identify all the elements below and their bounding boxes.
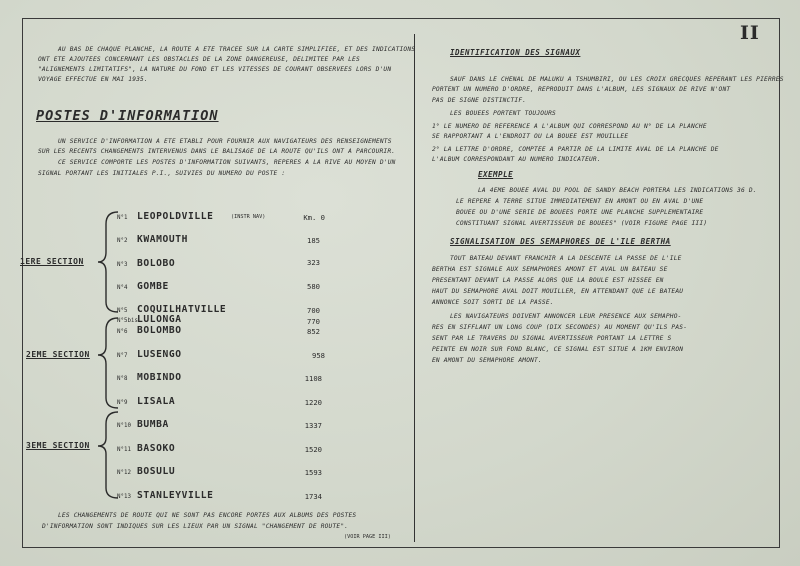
station-name: GOMBE: [137, 281, 169, 292]
semaphore-line: RES EN SIFFLANT UN LONG COUP (DIX SECONDES) AU MOMENT QU'ILS PAS-: [432, 324, 688, 331]
station-km: 1220: [304, 398, 322, 407]
station-number: N°13: [117, 494, 131, 500]
ident-line: 2° LA LETTRE D'ORDRE, COMPTEE A PARTIR DE LA LIMITE AVAL DE LA PLANCHE DE: [432, 146, 719, 153]
semaphore-line: LES NAVIGATEURS DOIVENT ANNONCER LEUR PRESENCE AUX SEMAPHO-: [450, 313, 682, 320]
station-name: LULONGA: [137, 314, 182, 325]
footer-line: LES CHANGEMENTS DE ROUTE QUI NE SONT PAS ENCORE PORTES AUX ALBUMS DES POSTES: [58, 512, 357, 519]
station-km: 1108: [304, 374, 322, 383]
info-paragraph-line: SIGNAL PORTANT LES INITIALES P.I., SUIVIES DU NUMERO DU POSTE :: [38, 170, 286, 177]
ident-line: PORTENT UN NUMERO D'ORDRE, REPRODUIT DANS L'ALBUM, LES SIGNAUX DE RIVE N'ONT: [432, 86, 731, 93]
section-label: 2EME SECTION: [26, 350, 90, 359]
station-km: 323: [307, 258, 320, 267]
station-name: LUSENGO: [137, 349, 182, 360]
station-km: 1520: [304, 445, 322, 454]
section-label: 3EME SECTION: [26, 441, 90, 450]
station-number: N°4: [117, 285, 128, 291]
station-name: BOLOBO: [137, 258, 176, 269]
station-km: Km. 0: [303, 213, 325, 222]
intro-line: AU BAS DE CHAQUE PLANCHE, LA ROUTE A ETE TRACEE SUR LA CARTE SIMPLIFIEE, ET DES INDICATIONS: [58, 46, 416, 53]
semaphore-line: PRESENTANT DEVANT LA PASSE ALORS QUE LA BOULE EST HISSEE EN: [432, 277, 664, 284]
ident-line: SE RAPPORTANT A L'ENDROIT OU LA BOUEE EST MOUILLEE: [432, 133, 629, 140]
station-km: 1337: [304, 421, 322, 430]
intro-line: "ALIGNEMENTS LIMITATIFS", LA NATURE DU FOND ET LES VITESSES DE COURANT OBSERVEES LORS D'UN: [38, 66, 392, 73]
section-label: 1ERE SECTION: [20, 257, 84, 266]
heading-identification: IDENTIFICATION DES SIGNAUX: [450, 48, 581, 57]
station-number: N°5: [117, 308, 128, 314]
station-number: N°7: [117, 353, 128, 359]
ident-line: PAS DE SIGNE DISTINCTIF.: [432, 97, 527, 104]
semaphore-line: PEINTE EN NOIR SUR FOND BLANC, CE SIGNAL EST SITUE A 1KM ENVIRON: [432, 346, 684, 353]
station-km: 770: [307, 317, 320, 326]
station-name: KWAMOUTH: [137, 234, 189, 245]
station-name: BASOKO: [137, 443, 176, 454]
station-km: 700: [307, 306, 320, 315]
station-name: LISALA: [137, 396, 176, 407]
semaphore-line: HAUT DU SEMAPHORE AVAL DOIT MOUILLER, EN ATTENDANT QUE LE BATEAU: [432, 288, 684, 295]
intro-line: ONT ETE AJOUTEES CONCERNANT LES OBSTACLES DE LA ZONE DANGEREUSE, DELIMITEE PAR LES: [38, 56, 360, 63]
station-name: STANLEYVILLE: [137, 490, 214, 501]
ident-line: 1° LE NUMERO DE REFERENCE A L'ALBUM QUI CORRESPOND AU N° DE LA PLANCHE: [432, 123, 707, 130]
heading-exemple: EXEMPLE: [478, 170, 514, 179]
station-number: N°5bis: [117, 318, 138, 324]
station-number: N°9: [117, 400, 128, 406]
ident-line: L'ALBUM CORRESPONDANT AU NUMERO INDICATEUR.: [432, 156, 601, 163]
station-name: BOSULU: [137, 466, 176, 477]
brace-section-1: [98, 212, 118, 312]
station-km: 852: [307, 327, 320, 336]
station-number: N°2: [117, 238, 128, 244]
ident-line: SAUF DANS LE CHENAL DE MALUKU A TSHUMBIRI, OU LES CROIX GRECQUES REPERANT LES PIERRES: [450, 76, 784, 83]
semaphore-line: BERTHA EST SIGNALE AUX SEMAPHORES AMONT ET AVAL UN BATEAU SE: [432, 266, 668, 273]
example-line: LA 4EME BOUEE AVAL DU POOL DE SANDY BEACH PORTERA LES INDICATIONS 36 D.: [478, 187, 757, 194]
station-number: N°1: [117, 215, 128, 221]
station-name: BUMBA: [137, 419, 169, 430]
semaphore-line: EN AMONT DU SEMAPHORE AMONT.: [432, 357, 542, 364]
footer-note: (VOIR PAGE III): [344, 534, 391, 540]
semaphore-line: TOUT BATEAU DEVANT FRANCHIR A LA DESCENTE LA PASSE DE L'ILE: [450, 255, 682, 262]
station-km: 1593: [304, 468, 322, 477]
station-name: COQUILHATVILLE: [137, 304, 227, 315]
heading-semaphores: SIGNALISATION DES SEMAPHORES DE L'ILE BERTHA: [450, 237, 671, 246]
station-number: N°8: [117, 376, 128, 382]
station-km: 185: [307, 236, 320, 245]
station-number: N°11: [117, 447, 131, 453]
station-number: N°6: [117, 329, 128, 335]
ident-line: LES BOUEES PORTENT TOUJOURS: [450, 110, 556, 117]
station-number: N°3: [117, 262, 128, 268]
station-km: 958: [312, 351, 325, 360]
info-paragraph-line: SUR LES RECENTS CHANGEMENTS INTERVENUS DANS LE BALISAGE DE LA ROUTE QU'ILS ONT A PARCOURIR.: [38, 148, 396, 155]
example-line: LE REPERE A TERRE SITUE IMMEDIATEMENT EN AMONT OU EN AVAL D'UNE: [456, 198, 704, 205]
section-heading-postes: POSTES D'INFORMATION: [36, 108, 219, 124]
station-name: MOBINDO: [137, 372, 182, 383]
example-line: BOUEE OU D'UNE SERIE DE BOUEES PORTE UNE PLANCHE SUPPLEMENTAIRE: [456, 209, 704, 216]
example-line: CONSTITUANT SIGNAL AVERTISSEUR DE BOUEES" (VOIR FIGURE PAGE III): [456, 220, 708, 227]
brace-section-3: [98, 412, 118, 498]
station-number: N°10: [117, 423, 131, 429]
station-km: 580: [307, 282, 320, 291]
station-name: LEOPOLDVILLE: [137, 211, 214, 222]
footer-line: D'INFORMATION SONT INDIQUES SUR LES LIEUX PAR UN SIGNAL "CHANGEMENT DE ROUTE".: [42, 523, 349, 530]
info-paragraph-line: CE SERVICE COMPORTE LES POSTES D'INFORMATION SUIVANTS, REPERES A LA RIVE AU MOYEN D'UN: [58, 159, 396, 166]
intro-line: VOYAGE EFFECTUE EN MAI 1935.: [38, 76, 148, 83]
semaphore-line: ANNONCE SOIT SORTI DE LA PASSE.: [432, 299, 554, 306]
page-number: II: [740, 22, 760, 44]
brace-section-2: [98, 318, 118, 408]
semaphore-line: SENT PAR LE TRAVERS DU SIGNAL AVERTISSEUR PORTANT LA LETTRE S: [432, 335, 672, 342]
station-note: (INSTR NAV): [231, 214, 266, 220]
station-name: BOLOMBO: [137, 325, 182, 336]
station-km: 1734: [304, 492, 322, 501]
info-paragraph-line: UN SERVICE D'INFORMATION A ETE ETABLI POUR FOURNIR AUX NAVIGATEURS DES RENSEIGNEMENTS: [58, 138, 392, 145]
station-number: N°12: [117, 470, 131, 476]
